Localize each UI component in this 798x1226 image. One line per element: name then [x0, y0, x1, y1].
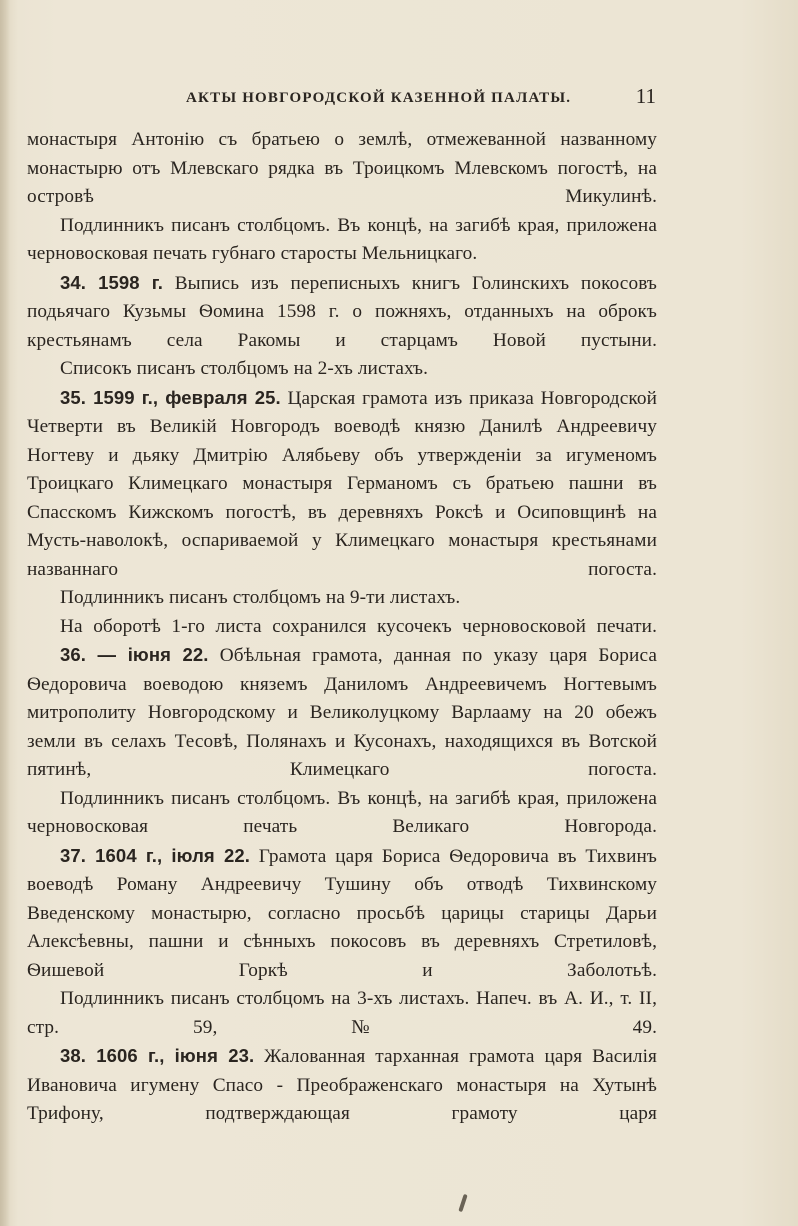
entry-34: 34. 1598 г. Выпись изъ переписныхъ книгъ Голинскихъ покосовъ подьячаго Кузьмы Ѳомина 1598 г. о пожняхъ, отданныхъ на оброкъ крестьянамъ села Ракомы и старцамъ Новой пустыни.: [27, 271, 657, 351]
entry-number: 36. — іюня 22.: [60, 644, 209, 665]
entry-37: 37. 1604 г., іюля 22. Грамота царя Бориса Ѳедоровича въ Тихвинъ воеводѣ Роману Андреевичу Тушину объ отводѣ Тихвинскому Введенскому монастырю, согласно просьбѣ царицы старицы Дарьи Алексѣевны, пашни и сѣнныхъ покосовъ въ деревняхъ Стретиловѣ, Ѳишевой Горкѣ и Заболотьѣ.: [27, 844, 657, 981]
paragraph-continuation: монастыря Антонію съ братьею о землѣ, отмежеванной названному монастырю отъ Млевскаго рядка въ Троицкомъ Млевскомъ погостѣ, на островѣ Микулинѣ.: [27, 129, 657, 207]
paragraph-note: Подлинникъ писанъ столбцомъ на 9-ти листахъ.: [60, 587, 461, 608]
entry-38: 38. 1606 г., іюня 23. Жалованная тарханная грамота царя Василія Ивановича игумену Спасо - Преображенскаго монастыря на Хутынѣ Трифону, подтверждающая грамоту царя: [27, 1045, 657, 1124]
paragraph-note: Подлинникъ писанъ столбцомъ на 3-хъ листахъ. Напеч. въ А. И., т. II, стр. 59, № 49.: [27, 988, 657, 1038]
page-header: [186, 84, 656, 114]
entry-number: 38. 1606 г., іюня 23.: [60, 1045, 255, 1066]
paragraph-note: На оборотѣ 1-го листа сохранился кусочекъ черновосковой печати.: [60, 615, 657, 637]
paragraph-note: Подлинникъ писанъ столбцомъ. Въ концѣ, на загибѣ края, приложена черновосковая печать Великаго Новгорода.: [27, 787, 657, 837]
entry-number: 35. 1599 г., февраля 25.: [60, 386, 281, 408]
binding-edge-shadow: [0, 0, 10, 1226]
paragraph-note: Списокъ писанъ столбцомъ на 2-хъ листахъ.: [60, 358, 429, 379]
entry-number: 34. 1598 г.: [60, 271, 163, 293]
entry-number: 37. 1604 г., іюля 22.: [60, 844, 250, 866]
page-number: 11: [635, 84, 656, 108]
entry-36: 36. — іюня 22. Обѣльная грамота, данная по указу царя Бориса Ѳедоровича воеводою княземъ Даниломъ Андреевичемъ Ногтевымъ митрополиту Новгородскому и Великолуцкому Варлааму на 20 обежъ земли въ селахъ Тесовѣ, Полянахъ и Кусонахъ, находящихся въ Вотской пятинѣ, Климецкаго погоста.: [27, 644, 657, 780]
paragraph-note: Подлинникъ писанъ столбцомъ. Въ концѣ, на загибѣ края, приложена черновосковая печать губнаго старосты Мельницкаго.: [27, 214, 657, 264]
entry-35: 35. 1599 г., февраля 25. Царская грамота изъ приказа Новгородской Четверти въ Великій Новгородъ воеводѣ князю Данилѣ Андреевичу Ногтеву и дьяку Дмитрію Алябьеву объ утвержденіи за игуменомъ Троицкаго Климецкаго монастыря Германомъ съ братьею пашни въ Спасскомъ Кижскомъ погостѣ, въ деревняхъ Роксѣ и Осиповщинѣ на Мусть-наволокѣ, оспариваемой у Климецкаго монастыря крестьянами названнаго погоста.: [27, 386, 657, 580]
pen-mark: [458, 1194, 467, 1212]
body-text: [27, 126, 657, 1129]
running-title: АКТЫ НОВГОРОДСКОЙ КАЗЕННОЙ ПАЛАТЫ.: [186, 90, 572, 106]
